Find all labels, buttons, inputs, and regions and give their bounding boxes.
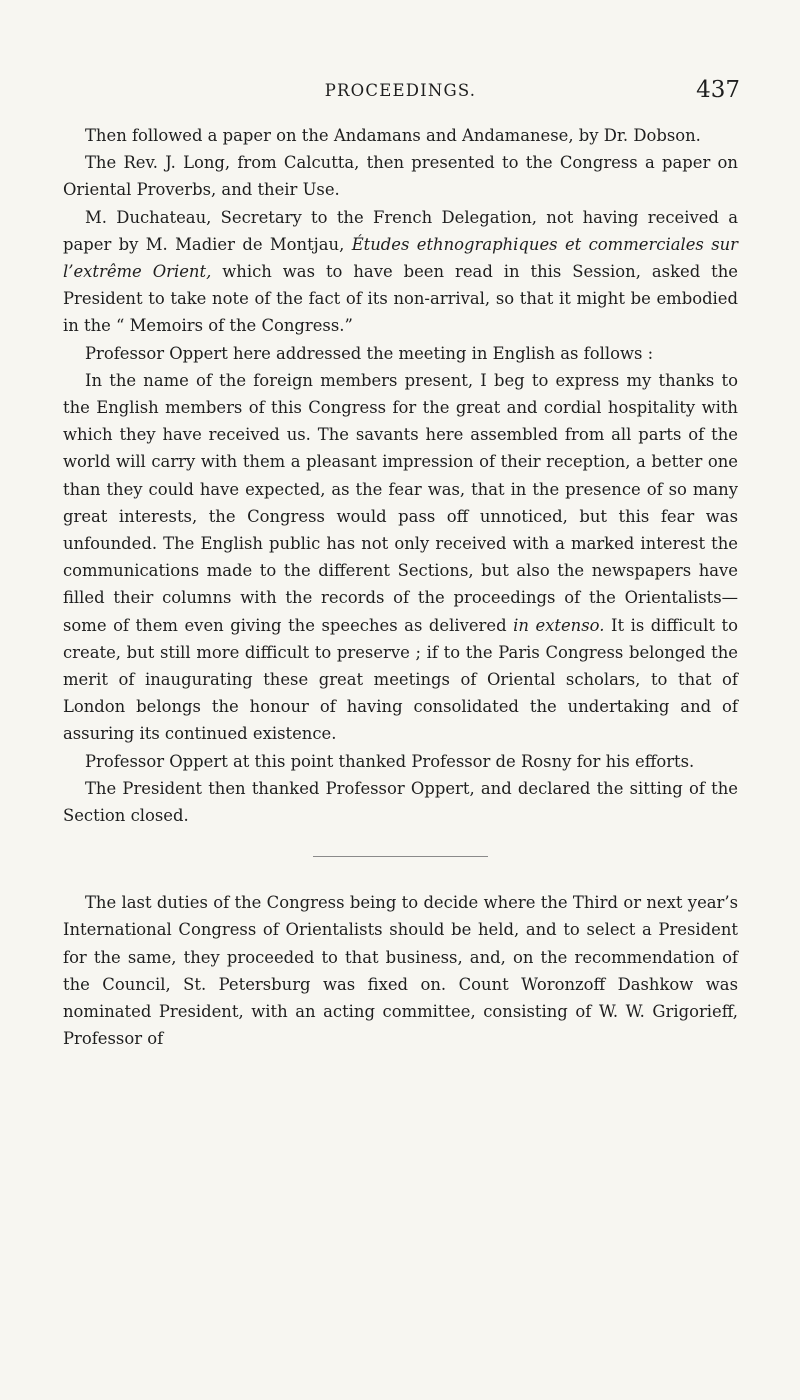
running-head [63, 62, 738, 122]
italic-title: Études ethnographiques et commerciales sur l’extrême Orient, [63, 234, 738, 282]
paragraph-text: which was to have been read in this Session, asked the President to take note of the fact of its non-arrival, so that it might be embodied in the “ Memoirs of the Congress.” [63, 262, 738, 336]
paragraph-section-closed: The President then thanked Professor Oppert, and declared the sitting of the Section closed. [63, 778, 738, 826]
paragraph-oppert-speech [63, 367, 738, 748]
paragraph-oriental-proverbs: The Rev. J. Long, from Calcutta, then presented to the Congress a paper on Oriental Proverbs, and their Use. [63, 153, 738, 200]
paragraph-text: In the name of the foreign members present, I beg to express my thanks to the English members of this Congress for the great and cordial hospitality with which they have received us. The savants here assembled from all parts of the world will carry with them a pleasant impression of their reception, a better one than they could have expected, as the fear was, that in the presence of so many great interests, the Congress would pass off unnoticed, but this fear was unfounded. The English public has not only received with a marked interest the communications made to the different Sections, but also the newspapers have filled their columns with the records of the proceedings of the Orientalists—some of them even giving the speeches as delivered [63, 370, 738, 635]
paragraph-next-congress: The last duties of the Congress being to decide where the Third or next year’s International Congress of Orientalists should be held, and to select a President for the same, they proceeded to that business, and, on the recommendation of the Council, St. Petersburg was fixed on. Count Woronzoff Dashkow was nominated President, with an acting committee, consisting of W. W. Grigorieff, Professor of [63, 893, 738, 1049]
paragraph-text: M. Duchateau, Secretary to the French Delegation, not having received a paper by M. Madier de Montjau, [63, 207, 738, 254]
paragraph-oppert-thanks: Professor Oppert at this point thanked Professor de Rosny for his efforts. [85, 751, 695, 771]
page-number: 437 [696, 77, 740, 103]
section-divider [313, 856, 488, 857]
paragraph-andamans: Then followed a paper on the Andamans and Andamanese, by Dr. Dobson. [85, 126, 701, 145]
paragraph-oppert-address: Professor Oppert here addressed the meeting in English as follows : [85, 343, 654, 363]
book-page [63, 62, 738, 1053]
page-header-title: PROCEEDINGS. [324, 81, 477, 100]
italic-phrase: in extenso. [513, 615, 605, 635]
paragraph-text: It is difficult to create, but still more difficult to preserve ; if to the Paris Congress belonged the merit of inaugurating these great meetings of Oriental scholars, to that of London belongs the honour of having consolidated the undertaking and of assuring its continued existence. [63, 615, 738, 744]
paragraph-duchateau [63, 204, 738, 340]
